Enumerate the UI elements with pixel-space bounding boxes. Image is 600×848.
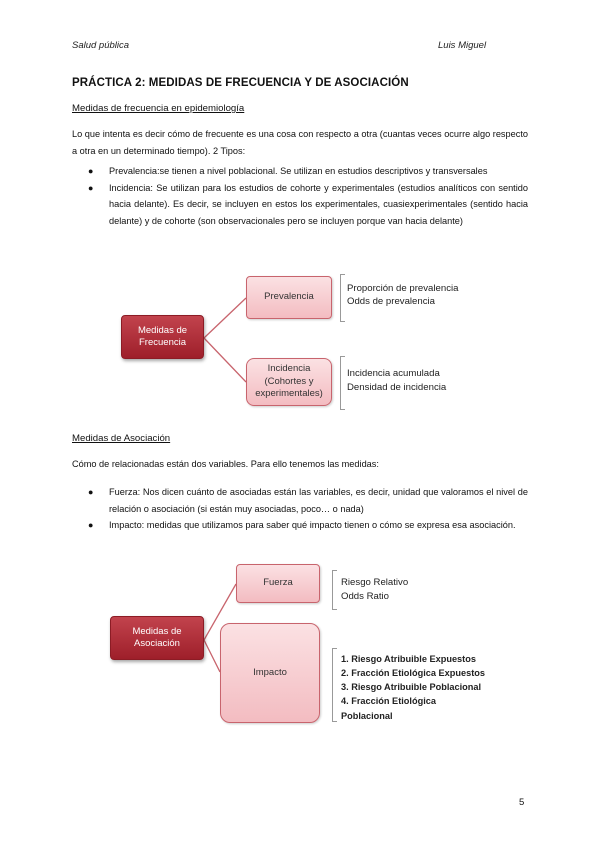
list-item: ● Incidencia: Se utilizan para los estudios de cohorte y experimentales (estudios analíticos con sentido hacia delante). Es decir, se incluyen en estos los experimentales, cuasiexperimentales (sentido hacia delante) y de cohorte (son observacionales pero se incluyen porque van hacia delante) (72, 180, 528, 230)
bracket (340, 274, 345, 322)
section-heading-frequency: Medidas de frecuencia en epidemiología (72, 103, 245, 114)
diagram-leaf-impact-2: 2. Fracción Etiológica Expuestos (341, 668, 485, 678)
list-item: ● Impacto: medidas que utilizamos para saber qué impacto tienen o cómo se expresa esa asociación. (72, 517, 528, 534)
diagram-node-incidence: Incidencia (Cohortes y experimentales) (246, 358, 332, 406)
diagram-leaf-incidence-density: Densidad de incidencia (347, 382, 447, 393)
bullet-icon: ● (88, 487, 94, 497)
diagram-root-association: Medidas de Asociación (110, 616, 204, 660)
diagram-root-frequency: Medidas de Frecuencia (121, 315, 204, 359)
connector-line (204, 338, 246, 382)
list-item: ● Prevalencia:se tienen a nivel poblacional. Se utilizan en estudios descriptivos y transversales (72, 163, 528, 180)
list-item: ● Fuerza: Nos dicen cuánto de asociadas están las variables, es decir, unidad que valoramos el nivel de relación o asociación (si están muy asociadas, poco… o nada) (72, 484, 528, 517)
diagram-leaf-impact-4: 4. Fracción Etiológica Poblacional (341, 696, 436, 721)
bullet-icon: ● (88, 520, 94, 530)
diagram-leaf-incidence-cumulative: Incidencia acumulada (347, 368, 440, 379)
diagram-node-impact: Impacto (220, 623, 320, 723)
bullet-list-association (72, 484, 528, 534)
header-author: Luis Miguel (438, 40, 487, 51)
diagram-leaf-prevalence-proportion: Proporción de prevalencia (347, 283, 459, 294)
bracket (332, 570, 337, 610)
diagram-leaf-impact-1: 1. Riesgo Atribuible Expuestos (341, 654, 476, 664)
bracket (332, 648, 337, 722)
diagram-leaf-prevalence-odds: Odds de prevalencia (347, 296, 435, 307)
header-subject: Salud pública (72, 40, 130, 51)
connector-line (204, 640, 220, 672)
section-heading-association: Medidas de Asociación (72, 433, 171, 444)
bullet-icon: ● (88, 166, 94, 176)
bracket (340, 356, 345, 410)
diagram-node-strength: Fuerza (236, 564, 320, 603)
diagram-leaf-odds-ratio: Odds Ratio (341, 591, 389, 602)
bullet-icon: ● (88, 182, 94, 193)
page-number: 5 (519, 797, 525, 808)
diagram-leaf-impact-3: 3. Riesgo Atribuible Poblacional (341, 682, 482, 692)
page-title: PRÁCTICA 2: MEDIDAS DE FRECUENCIA Y DE ASOCIACIÓN (72, 77, 409, 89)
section-intro-association: Cómo de relacionadas están dos variables. Para ello tenemos las medidas: (72, 459, 379, 469)
section-intro-frequency: Lo que intenta es decir cómo de frecuente es una cosa con respecto a otra (cuantas veces ocurre algo respecto a otra en un determinado tiempo). 2 Tipos: (72, 129, 528, 156)
diagram-leaf-relative-risk: Riesgo Relativo (341, 577, 409, 588)
diagram-node-prevalence: Prevalencia (246, 276, 332, 319)
connector-line (204, 298, 246, 338)
